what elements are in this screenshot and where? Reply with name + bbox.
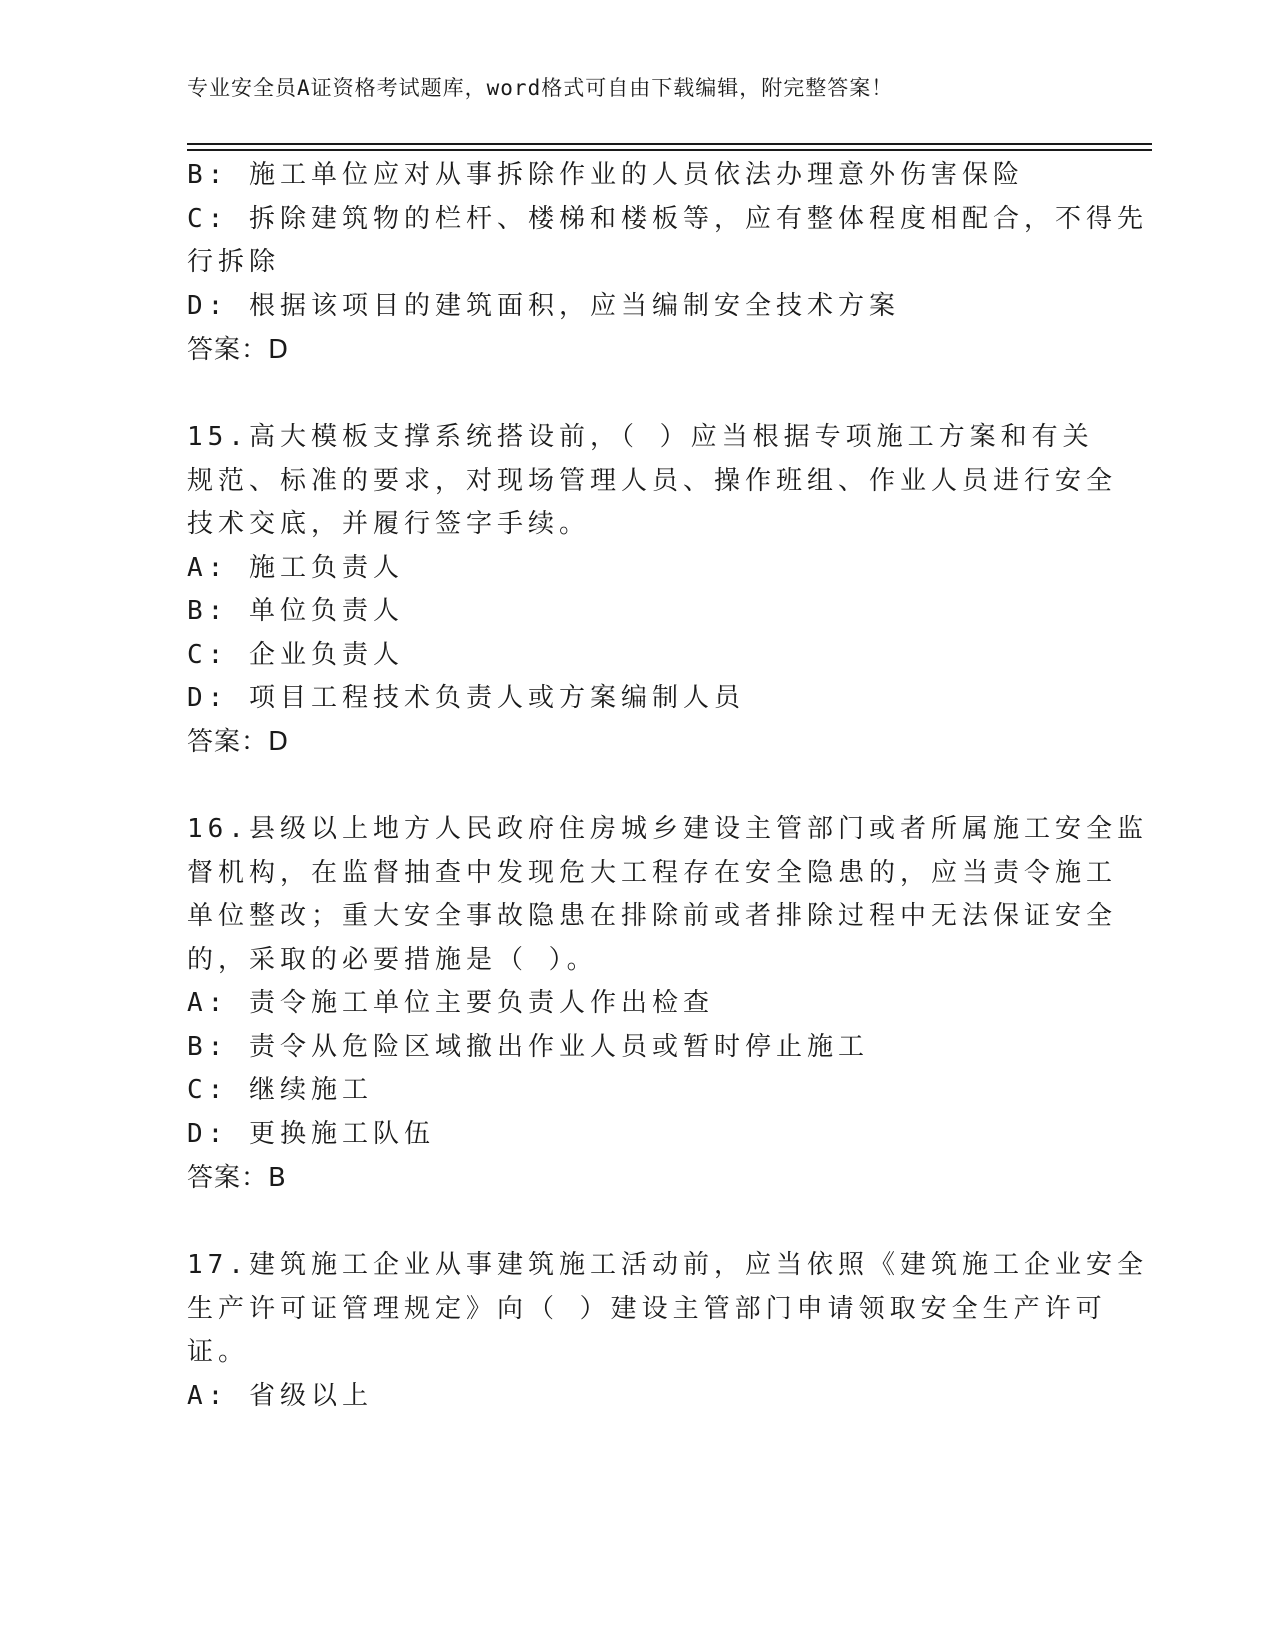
q14-option-d: D: 根据该项目的建筑面积，应当编制安全技术方案 [187, 291, 900, 321]
q15-stem-line3: 技术交底，并履行签字手续。 [187, 509, 591, 539]
q16-option-b: B: 责令从危险区域撤出作业人员或暂时停止施工 [187, 1032, 869, 1062]
q16-stem-line3: 单位整改；重大安全事故隐患在排除前或者排除过程中无法保证安全 [187, 901, 1118, 931]
q16-option-c: C: 继续施工 [187, 1075, 373, 1105]
q17-option-a: A: 省级以上 [187, 1381, 373, 1411]
q14-answer: 答案：D [187, 335, 290, 365]
header-rule-top [187, 143, 1152, 145]
q15-option-c: C: 企业负责人 [187, 640, 404, 670]
q17-stem-line1: 17.建筑施工企业从事建筑施工活动前，应当依照《建筑施工企业安全 [187, 1250, 1148, 1280]
page-header: 专业安全员A证资格考试题库，word格式可自由下载编辑，附完整答案！ [187, 76, 894, 100]
q17-stem-line2: 生产许可证管理规定》向（ ）建设主管部门申请领取安全生产许可 [187, 1294, 1107, 1324]
q14-option-b: B: 施工单位应对从事拆除作业的人员依法办理意外伤害保险 [187, 160, 1024, 190]
q15-option-b: B: 单位负责人 [187, 596, 404, 626]
q15-stem-line1: 15.高大模板支撑系统搭设前，（ ）应当根据专项施工方案和有关 [187, 422, 1094, 452]
q14-option-c-line1: C: 拆除建筑物的栏杆、楼梯和楼板等，应有整体程度相配合，不得先 [187, 204, 1148, 234]
q16-option-d: D: 更换施工队伍 [187, 1119, 435, 1149]
q14-option-c-line2: 行拆除 [187, 247, 281, 277]
q16-answer: 答案：B [187, 1163, 287, 1193]
q16-option-a: A: 责令施工单位主要负责人作出检查 [187, 988, 714, 1018]
q15-answer: 答案：D [187, 727, 290, 757]
q16-stem-line4: 的，采取的必要措施是（ ）。 [187, 945, 598, 975]
q15-option-a: A: 施工负责人 [187, 553, 404, 583]
q15-option-d: D: 项目工程技术负责人或方案编制人员 [187, 683, 745, 713]
q16-stem-line2: 督机构，在监督抽查中发现危大工程存在安全隐患的，应当责令施工 [187, 858, 1118, 888]
q17-stem-line3: 证。 [187, 1337, 250, 1367]
header-rule-bottom [187, 149, 1152, 151]
q15-stem-line2: 规范、标准的要求，对现场管理人员、操作班组、作业人员进行安全 [187, 466, 1118, 496]
q16-stem-line1: 16.县级以上地方人民政府住房城乡建设主管部门或者所属施工安全监 [187, 814, 1148, 844]
